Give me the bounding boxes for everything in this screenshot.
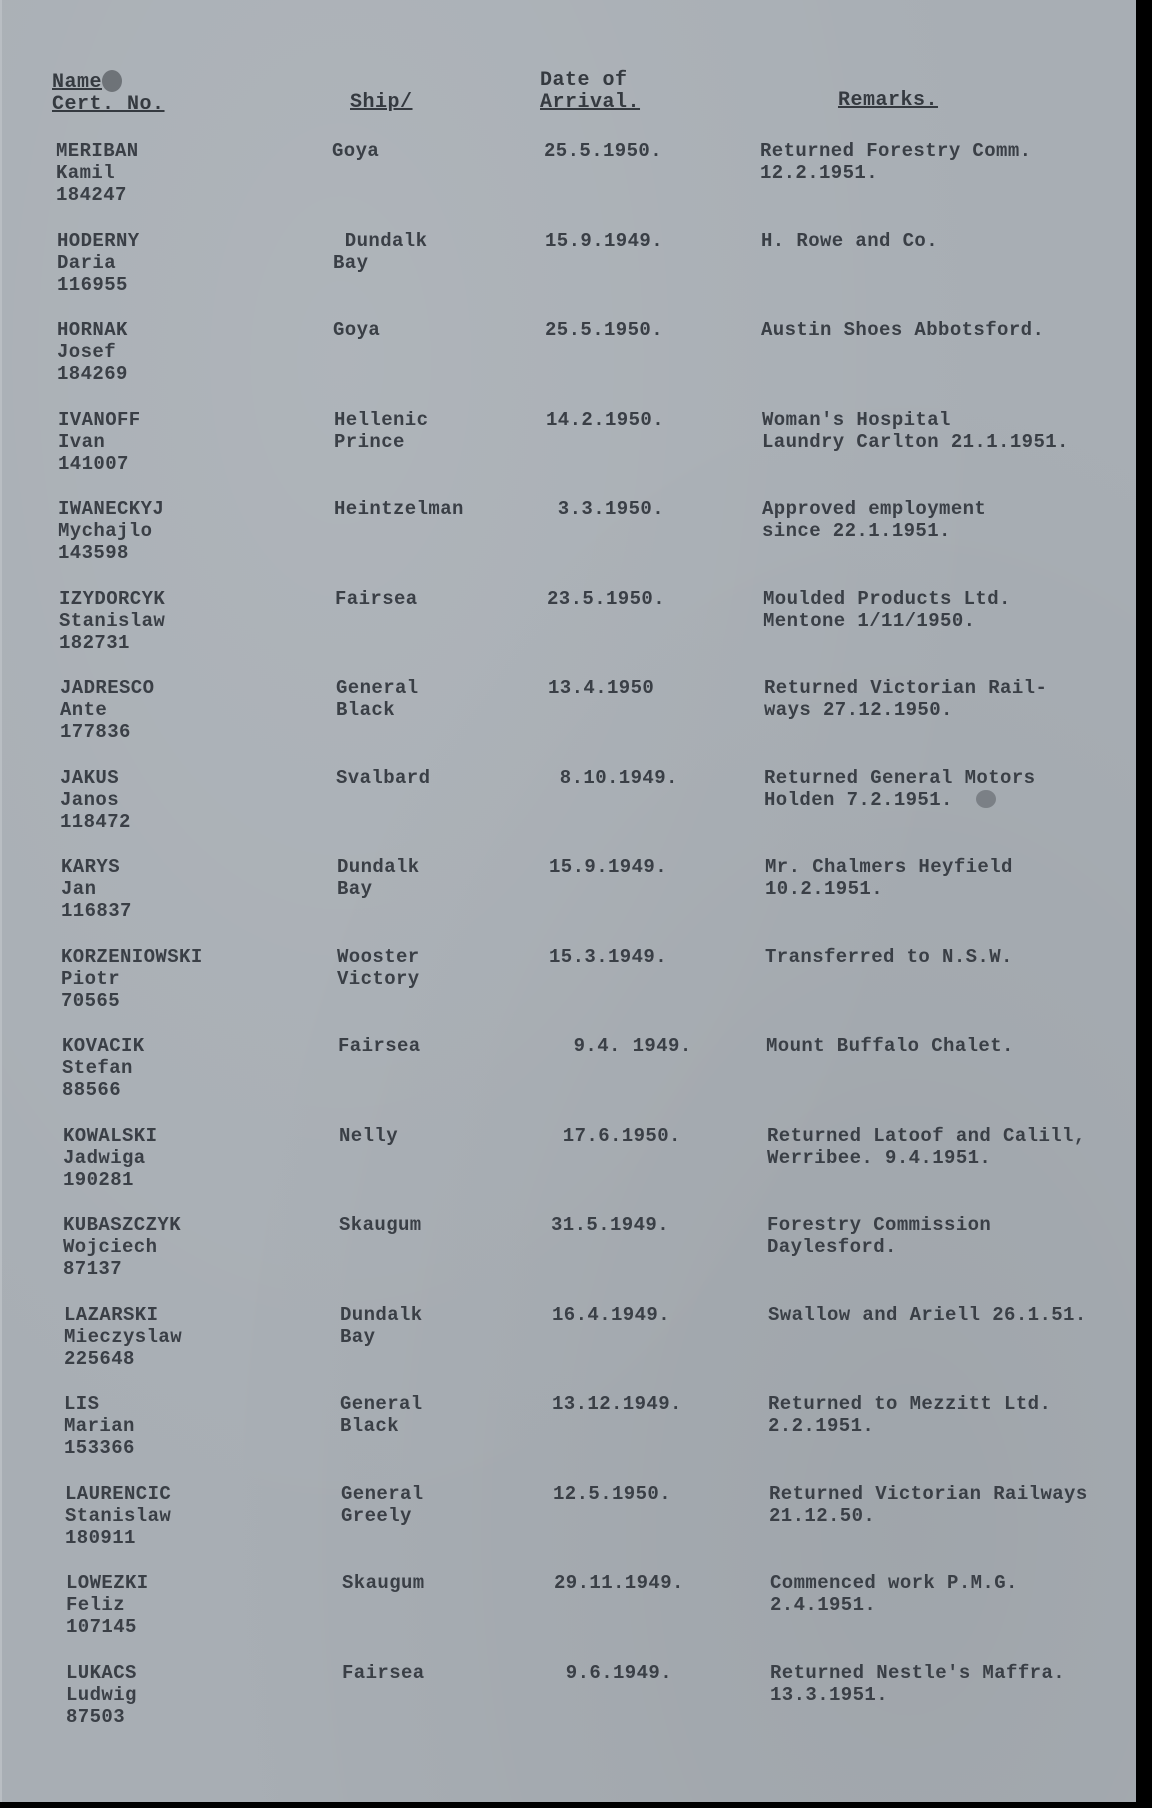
ship-cell — [339, 1125, 398, 1147]
given-name: Mieczyslaw — [64, 1326, 183, 1348]
arrival-date-cell — [544, 140, 662, 162]
header-name-label: Name — [52, 71, 103, 94]
scan-edge — [1136, 0, 1152, 1808]
arrival-date: 25.5.1950. — [545, 319, 664, 341]
list-item — [0, 588, 1136, 676]
remarks-line-1: Mount Buffalo Chalet. — [766, 1035, 1014, 1057]
name-cert-cell — [62, 1035, 145, 1101]
header-ship — [350, 92, 413, 114]
ship-cell — [342, 1572, 425, 1594]
list-item — [0, 1572, 1136, 1660]
header-arrival-label: Arrival. — [540, 91, 641, 114]
remarks-line-1: Forestry Commission — [767, 1214, 992, 1236]
arrival-date: 13.4.1950 — [548, 677, 655, 699]
ship-line-1: Svalbard — [336, 767, 431, 789]
cert-number: 70565 — [61, 990, 121, 1012]
cert-number: 180911 — [65, 1527, 136, 1549]
arrival-date-cell — [549, 856, 667, 878]
remarks-cell — [766, 1035, 1014, 1057]
remarks-line-2: 2.4.1951. — [770, 1594, 877, 1616]
cert-number: 143598 — [58, 542, 129, 564]
ship-line-1: Wooster — [337, 946, 420, 968]
arrival-date: 12.5.1950. — [553, 1483, 672, 1505]
arrival-date: 8.10.1949. — [548, 767, 678, 789]
ship-line-2: Black — [336, 699, 396, 721]
list-item — [0, 230, 1136, 318]
remarks-line-2: 2.2.1951. — [768, 1415, 875, 1437]
remarks-line-1: Commenced work P.M.G. — [770, 1572, 1018, 1594]
arrival-date-cell — [551, 1125, 681, 1147]
cert-number: 190281 — [63, 1169, 134, 1191]
given-name: Marian — [64, 1415, 135, 1437]
remarks-cell — [770, 1572, 1018, 1616]
surname: HORNAK — [57, 319, 128, 341]
arrival-date-cell — [551, 1214, 669, 1236]
ship-line-1: Fairsea — [335, 588, 418, 610]
arrival-date: 25.5.1950. — [544, 140, 663, 162]
remarks-line-1: Returned Victorian Rail- — [764, 677, 1048, 699]
ink-blot — [102, 70, 122, 92]
remarks-cell — [765, 946, 1013, 968]
remarks-line-2: 21.12.50. — [769, 1505, 876, 1527]
arrival-date: 13.12.1949. — [552, 1393, 682, 1415]
given-name: Stefan — [62, 1057, 133, 1079]
given-name: Ivan — [58, 431, 106, 453]
header-remarks — [838, 90, 938, 112]
header-ship-label: Ship/ — [350, 91, 413, 114]
remarks-cell — [762, 498, 986, 542]
arrival-date: 15.3.1949. — [549, 946, 668, 968]
remarks-cell — [762, 409, 1069, 453]
arrival-date: 14.2.1950. — [546, 409, 665, 431]
given-name: Stanislaw — [65, 1505, 172, 1527]
list-item — [0, 1035, 1136, 1123]
given-name: Mychajlo — [58, 520, 153, 542]
list-item — [0, 946, 1136, 1034]
header-cert-label: Cert. No. — [52, 93, 165, 116]
ship-cell — [340, 1304, 423, 1348]
arrival-date: 3.3.1950. — [546, 498, 665, 520]
surname: KUBASZCZYK — [63, 1214, 182, 1236]
cert-number: 153366 — [64, 1437, 135, 1459]
arrival-date-cell — [548, 767, 678, 789]
ship-cell — [336, 677, 419, 721]
remarks-cell — [764, 677, 1047, 721]
arrival-date-cell — [554, 1662, 672, 1684]
ship-line-2: Greely — [341, 1505, 412, 1527]
arrival-date: 9.6.1949. — [554, 1662, 673, 1684]
name-cert-cell — [66, 1662, 137, 1728]
remarks-line-1: Returned Forestry Comm. — [760, 140, 1032, 162]
cert-number: 118472 — [60, 811, 131, 833]
given-name: Ante — [60, 699, 108, 721]
arrival-date: 17.6.1950. — [551, 1125, 681, 1147]
arrival-date-cell — [547, 588, 665, 610]
given-name: Jadwiga — [63, 1147, 146, 1169]
remarks-line-2: Daylesford. — [767, 1236, 897, 1258]
arrival-date-cell — [545, 230, 663, 252]
ship-line-1: Dundalk — [333, 230, 428, 252]
remarks-line-2: 10.2.1951. — [765, 878, 884, 900]
name-cert-cell — [63, 1125, 157, 1191]
name-cert-cell — [61, 946, 203, 1012]
ship-line-1: Goya — [332, 140, 380, 162]
remarks-line-1: Transferred to N.S.W. — [765, 946, 1013, 968]
surname: KORZENIOWSKI — [61, 946, 203, 968]
surname: IZYDORCYK — [59, 588, 166, 610]
given-name: Josef — [57, 341, 117, 363]
arrival-date-cell — [549, 946, 667, 968]
remarks-line-1: Returned to Mezzitt Ltd. — [768, 1393, 1052, 1415]
ship-cell — [333, 319, 380, 341]
ship-cell — [341, 1483, 424, 1527]
cert-number: 107145 — [66, 1616, 137, 1638]
ship-line-1: Fairsea — [342, 1662, 425, 1684]
name-cert-cell — [57, 319, 128, 385]
ship-cell — [339, 1214, 422, 1236]
surname: KOWALSKI — [63, 1125, 158, 1147]
ship-line-1: Hellenic — [334, 409, 429, 431]
list-item — [0, 767, 1136, 855]
arrival-date-cell — [552, 1304, 670, 1326]
remarks-cell — [760, 140, 1031, 184]
given-name: Stanislaw — [59, 610, 166, 632]
ship-line-1: Dundalk — [337, 856, 420, 878]
arrival-date: 31.5.1949. — [551, 1214, 670, 1236]
remarks-line-2: Laundry Carlton 21.1.1951. — [762, 431, 1069, 453]
cert-number: 182731 — [59, 632, 130, 654]
ship-line-1: General — [341, 1483, 424, 1505]
arrival-date-cell — [546, 498, 664, 520]
remarks-cell — [761, 319, 1044, 341]
name-cert-cell — [65, 1483, 171, 1549]
header-date-of-arrival — [540, 70, 640, 114]
name-cert-cell — [56, 140, 139, 206]
list-item — [0, 856, 1136, 944]
remarks-line-2: Mentone 1/11/1950. — [763, 610, 976, 632]
list-item — [0, 1125, 1136, 1213]
ship-cell — [335, 588, 418, 610]
remarks-line-1: Approved employment — [762, 498, 987, 520]
header-remarks-label: Remarks. — [838, 89, 939, 112]
remarks-line-1: Mr. Chalmers Heyfield — [765, 856, 1013, 878]
given-name: Wojciech — [63, 1236, 158, 1258]
cert-number: 88566 — [62, 1079, 122, 1101]
arrival-date-cell — [546, 409, 664, 431]
remarks-line-1: H. Rowe and Co. — [761, 230, 939, 252]
cert-number: 116955 — [57, 274, 128, 296]
arrival-date: 15.9.1949. — [549, 856, 668, 878]
surname: JAKUS — [60, 767, 120, 789]
surname: LUKACS — [66, 1662, 137, 1684]
remarks-line-1: Returned Latoof and Calill, — [767, 1125, 1086, 1147]
ship-line-2: Black — [340, 1415, 400, 1437]
arrival-date-cell — [553, 1483, 671, 1505]
ship-cell — [337, 946, 420, 990]
list-item — [0, 1662, 1136, 1750]
ship-cell — [336, 767, 430, 789]
cert-number: 116837 — [61, 900, 132, 922]
remarks-line-1: Returned Victorian Railways — [769, 1483, 1088, 1505]
remarks-line-1: Austin Shoes Abbotsford. — [761, 319, 1045, 341]
cert-number: 141007 — [58, 453, 129, 475]
ship-cell — [338, 1035, 421, 1057]
arrival-date-cell — [552, 1393, 682, 1415]
list-item — [0, 319, 1136, 407]
remarks-cell — [765, 856, 1013, 900]
name-cert-cell — [58, 409, 141, 475]
name-cert-cell — [58, 498, 164, 564]
remarks-line-2: since 22.1.1951. — [762, 520, 951, 542]
remarks-cell — [768, 1393, 1051, 1437]
surname: LAZARSKI — [64, 1304, 159, 1326]
surname: JADRESCO — [60, 677, 155, 699]
name-cert-cell — [57, 230, 140, 296]
name-cert-cell — [59, 588, 165, 654]
name-cert-cell — [66, 1572, 149, 1638]
surname: KARYS — [61, 856, 121, 878]
ship-line-1: Nelly — [339, 1125, 399, 1147]
ship-line-2: Bay — [337, 878, 373, 900]
given-name: Daria — [57, 252, 117, 274]
list-item — [0, 1393, 1136, 1481]
remarks-line-1: Woman's Hospital — [762, 409, 951, 431]
name-cert-cell — [61, 856, 132, 922]
remarks-line-1: Returned Nestle's Maffra. — [770, 1662, 1066, 1684]
ship-cell — [333, 230, 427, 274]
remarks-line-1: Swallow and Ariell 26.1.51. — [768, 1304, 1087, 1326]
name-cert-cell — [60, 767, 131, 833]
surname: LOWEZKI — [66, 1572, 149, 1594]
list-item — [0, 409, 1136, 497]
surname: LIS — [64, 1393, 100, 1415]
arrival-date-cell — [554, 1572, 684, 1594]
name-cert-cell — [63, 1214, 181, 1280]
surname: MERIBAN — [56, 140, 139, 162]
ship-cell — [337, 856, 420, 900]
ship-cell — [334, 409, 428, 453]
remarks-line-1: Moulded Products Ltd. — [763, 588, 1011, 610]
surname: HODERNY — [57, 230, 140, 252]
ship-line-1: Fairsea — [338, 1035, 421, 1057]
list-item — [0, 677, 1136, 765]
name-cert-cell — [60, 677, 154, 743]
surname: LAURENCIC — [65, 1483, 172, 1505]
remarks-cell — [761, 230, 938, 252]
name-cert-cell — [64, 1304, 182, 1370]
header-date-label: Date of — [540, 69, 628, 92]
list-item — [0, 1304, 1136, 1392]
given-name: Ludwig — [66, 1684, 137, 1706]
given-name: Kamil — [56, 162, 116, 184]
arrival-date: 23.5.1950. — [547, 588, 666, 610]
arrival-date: 29.11.1949. — [554, 1572, 684, 1594]
remarks-cell — [767, 1214, 991, 1258]
cert-number: 184247 — [56, 184, 127, 206]
arrival-date-cell — [550, 1035, 692, 1057]
given-name: Jan — [61, 878, 97, 900]
list-item — [0, 498, 1136, 586]
surname: IWANECKYJ — [58, 498, 165, 520]
cert-number: 225648 — [64, 1348, 135, 1370]
ship-line-2: Prince — [334, 431, 405, 453]
ship-line-1: Heintzelman — [334, 498, 464, 520]
arrival-date: 16.4.1949. — [552, 1304, 671, 1326]
arrival-date: 15.9.1949. — [545, 230, 664, 252]
ship-line-1: Goya — [333, 319, 381, 341]
surname: KOVACIK — [62, 1035, 145, 1057]
name-cert-cell — [64, 1393, 135, 1459]
remarks-line-2: ways 27.12.1950. — [764, 699, 953, 721]
cert-number: 87503 — [66, 1706, 126, 1728]
remarks-cell — [767, 1125, 1086, 1169]
remarks-cell — [764, 767, 1035, 811]
given-name: Feliz — [66, 1594, 126, 1616]
ship-line-1: General — [336, 677, 419, 699]
ship-line-2: Victory — [337, 968, 420, 990]
cert-number: 177836 — [60, 721, 131, 743]
ship-line-1: Dundalk — [340, 1304, 423, 1326]
ship-line-2: Bay — [333, 252, 369, 274]
remarks-line-1: Returned General Motors — [764, 767, 1036, 789]
list-item — [0, 1214, 1136, 1302]
remarks-line-2: Werribee. 9.4.1951. — [767, 1147, 992, 1169]
arrival-date: 9.4. 1949. — [550, 1035, 692, 1057]
remarks-cell — [770, 1662, 1065, 1706]
given-name: Janos — [60, 789, 120, 811]
remarks-cell — [768, 1304, 1087, 1326]
ship-cell — [342, 1662, 425, 1684]
ship-line-1: Skaugum — [342, 1572, 425, 1594]
arrival-date-cell — [545, 319, 663, 341]
surname: IVANOFF — [58, 409, 141, 431]
cert-number: 184269 — [57, 363, 128, 385]
ship-cell — [340, 1393, 423, 1437]
ship-line-1: Skaugum — [339, 1214, 422, 1236]
list-item — [0, 140, 1136, 228]
remarks-cell — [769, 1483, 1088, 1527]
given-name: Piotr — [61, 968, 121, 990]
ship-line-1: General — [340, 1393, 423, 1415]
cert-number: 87137 — [63, 1258, 123, 1280]
list-item — [0, 1483, 1136, 1571]
remarks-line-2: 12.2.1951. — [760, 162, 879, 184]
remarks-cell — [763, 588, 1011, 632]
remarks-line-2: Holden 7.2.1951. — [764, 789, 953, 811]
arrival-date-cell — [548, 677, 654, 699]
ship-cell — [332, 140, 379, 162]
ship-line-2: Bay — [340, 1326, 376, 1348]
remarks-line-2: 13.3.1951. — [770, 1684, 889, 1706]
ship-cell — [334, 498, 464, 520]
